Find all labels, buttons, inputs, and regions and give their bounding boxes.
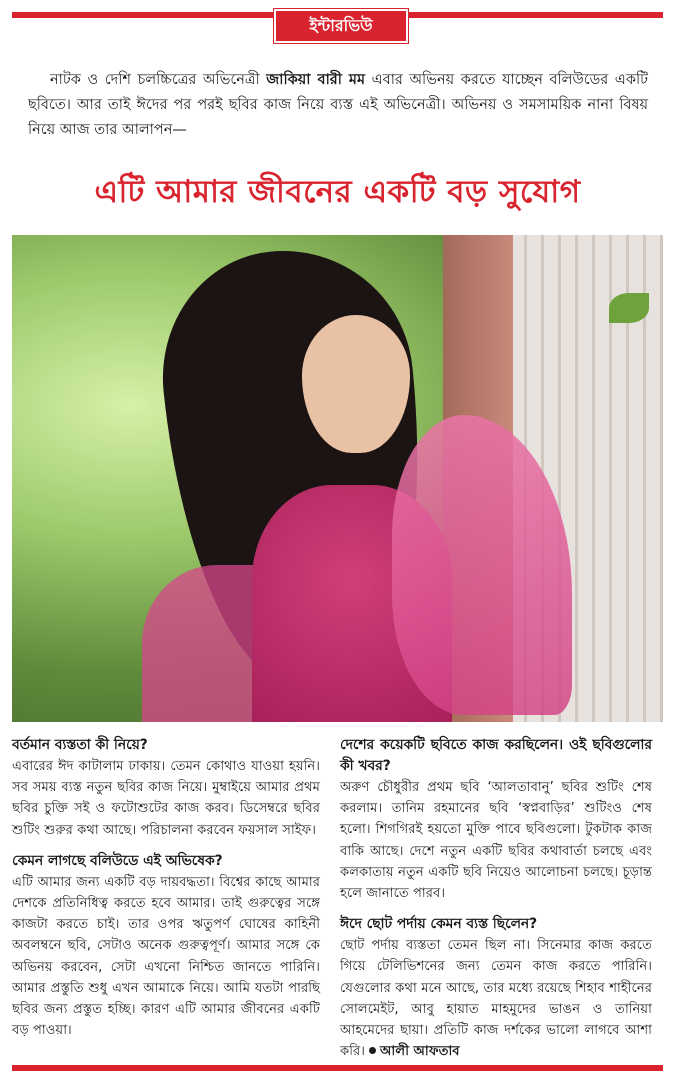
- answer-2: এটি আমার জন্য একটি বড় দায়বদ্ধতা। বিশ্বের কাছে আমার দেশকে প্রতিনিধিত্ব করতে হবে আমার। তাই গুরুত্বের সঙ্গে কাজটা করতে চাই। তার ওপর ঋতুপর্ণ ঘোষের কাহিনী অবলম্বনে ছবি, সেটাও অনেক গুরুত্বপূর্ণ। আমার সঙ্গে কে অভিনয় করবেন, সেটা এখনো নিশ্চিত জানতে পারিনি। আমার প্রস্তুতি শুধু এখন আমাকে নিয়ে। আমি যতটা পারছি ছবির জন্য প্রস্তুত হচ্ছি। কারণ এটি আমার জীবনের একটি বড় পাওয়া।: [12, 874, 320, 1039]
- actress-name: জাকিয়া বারী মম: [266, 72, 366, 88]
- intro-paragraph: [28, 68, 648, 143]
- question-1: বর্তমান ব্যস্ততা কী নিয়ে?: [12, 737, 148, 753]
- intro-text-after: এবার অভিনয় করতে যাচ্ছেন বলিউডের একটি ছবিতে। আর তাই ঈদের পর পরই ছবির কাজ নিয়ে ব্যস্ত এই অভিনেত্রী। অভিনয় ও সমসাময়িক নানা বিষয় নিয়ে আজ তার আলাপন—: [28, 72, 649, 138]
- question-3: দেশের কয়েকটি ছবিতে কাজ করছিলেন। ওই ছবিগুলোর কী খবর?: [340, 737, 652, 774]
- answer-4-text: ছোট পর্দায় ব্যস্ততা তেমন ছিল না। সিনেমার কাজ করতে গিয়ে টেলিভিশনের জন্য তেমন কাজ করতে পারিনি। যেগুলোর কথা মনে আছে, তার মধ্যে রয়েছে শিহাব শাহীনের সোলমেইট, আবু হায়াত মাহমুদের ভাঙন ও তানিয়া আহমেদের ছায়া। প্রতিটি কাজ দর্শকের ভালো লাগবে আশা করি।: [340, 938, 652, 1060]
- photo-leaf: [609, 293, 649, 323]
- answer-3: অরুণ চৌধুরীর প্রথম ছবি ‘আলতাবানু’ ছবির শুটিং শেষ করলাম। তানিম রহমানের ছবি ‘স্বপ্নবাড়ির’ শুটিংও শেষ হলো। শিগগিরই হয়তো মুক্তি পাবে ছবিগুলো। টুকটাক কাজ বাকি আছে। দেশে নতুন একটি ছবির কথাবার্তা চলছে এবং কলকাতায় নতুন একটি ছবি নিয়েও আলোচনা চলছে। চূড়ান্ত হলে জানাতে পারব।: [340, 780, 652, 902]
- byline-bullet-icon: [369, 1047, 376, 1054]
- question-2: কেমন লাগছে বলিউডে এই অভিষেক?: [12, 852, 223, 869]
- bottom-red-rule: [12, 1065, 663, 1071]
- photo-face: [302, 315, 410, 453]
- headline: এটি আমার জীবনের একটি বড় সুযোগ: [94, 174, 581, 210]
- section-tag: ইন্টারভিউ: [274, 9, 408, 43]
- question-4: ঈদে ছোট পর্দায় কেমন ব্যস্ত ছিলেন?: [340, 916, 538, 933]
- intro-text-before: নাটক ও দেশি চলচ্চিত্রের অভিনেত্রী: [50, 72, 267, 88]
- right-column: [340, 735, 652, 1072]
- left-column: [12, 735, 320, 1051]
- answer-4: [340, 935, 652, 1062]
- answer-1: এবারের ঈদ কাটালাম ঢাকায়। তেমন কোথাও যাওয়া হয়নি। সব সময় ব্যস্ত নতুন ছবির কাজ নিয়ে। মুম্বাইয়ে আমার প্রথম ছবির চুক্তি সই ও ফটোশুটের কাজ করব। ডিসেম্বরে ছবির শুটিং শুরুর কথা আছে। পরিচালনা করবেন ফয়সাল সাইফ।: [12, 759, 320, 838]
- byline: আলী আফতাব: [379, 1044, 460, 1060]
- actress-photo: [12, 235, 663, 722]
